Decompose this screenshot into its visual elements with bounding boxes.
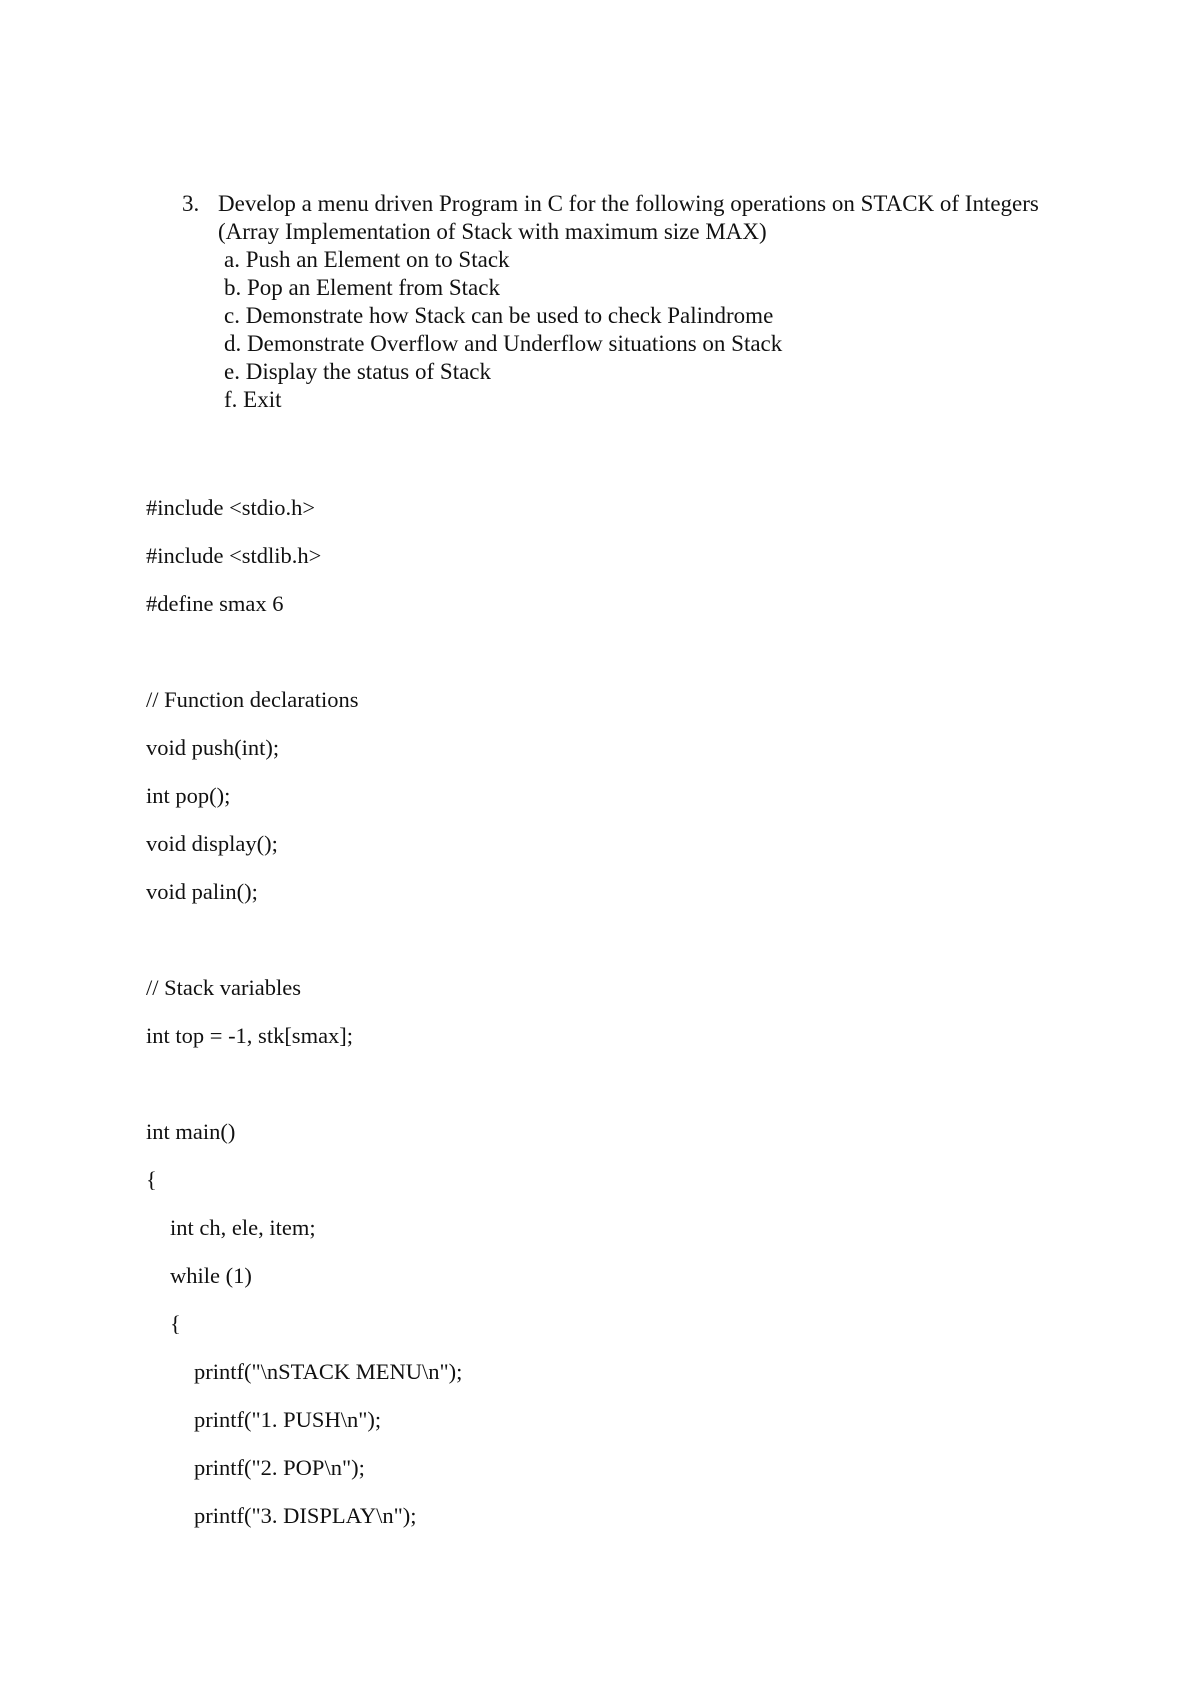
question-text: Develop a menu driven Program in C for the following operations on STACK of Integers (Array Implementation of Stack with maximum size MAX) [218, 191, 1039, 244]
code-line-local-vars: int ch, ele, item; [170, 1215, 316, 1240]
code-line-comment-declarations: // Function declarations [146, 687, 359, 712]
code-line-stack-vars: int top = -1, stk[smax]; [146, 1023, 354, 1048]
question-item: d. Demonstrate Overflow and Underflow situations on Stack [224, 331, 783, 356]
question-item: c. Demonstrate how Stack can be used to check Palindrome [224, 303, 774, 328]
code-line-blank [146, 916, 1106, 964]
code-line-include-stdlib: #include <stdlib.h> [146, 543, 322, 568]
question-item: f. Exit [224, 387, 282, 412]
question-heading [182, 190, 1042, 246]
code-line-pop-decl: int pop(); [146, 783, 231, 808]
question-number: 3. [182, 191, 200, 216]
code-line-comment-variables: // Stack variables [146, 975, 301, 1000]
code-line-main-signature: int main() [146, 1119, 236, 1144]
code-line-display-decl: void display(); [146, 831, 278, 856]
code-line-printf-menu: printf("\nSTACK MENU\n"); [194, 1359, 463, 1384]
question-item: a. Push an Element on to Stack [224, 247, 510, 272]
code-line-blank [146, 1060, 1106, 1108]
question-item: b. Pop an Element from Stack [224, 275, 500, 300]
code-line-while-brace: { [170, 1311, 181, 1336]
question-items [224, 246, 1042, 414]
code-line-define-smax: #define smax 6 [146, 591, 284, 616]
question-item: e. Display the status of Stack [224, 359, 492, 384]
code-line-open-brace: { [146, 1167, 157, 1192]
code-line-push-decl: void push(int); [146, 735, 280, 760]
code-listing [146, 484, 1106, 1540]
question-block [182, 190, 1042, 414]
code-line-while: while (1) [170, 1263, 252, 1288]
code-line-palin-decl: void palin(); [146, 879, 258, 904]
code-line-printf-push: printf("1. PUSH\n"); [194, 1407, 382, 1432]
code-line-blank [146, 628, 1106, 676]
code-line-include-stdio: #include <stdio.h> [146, 495, 316, 520]
code-line-printf-pop: printf("2. POP\n"); [194, 1455, 365, 1480]
code-line-printf-display: printf("3. DISPLAY\n"); [194, 1503, 417, 1528]
